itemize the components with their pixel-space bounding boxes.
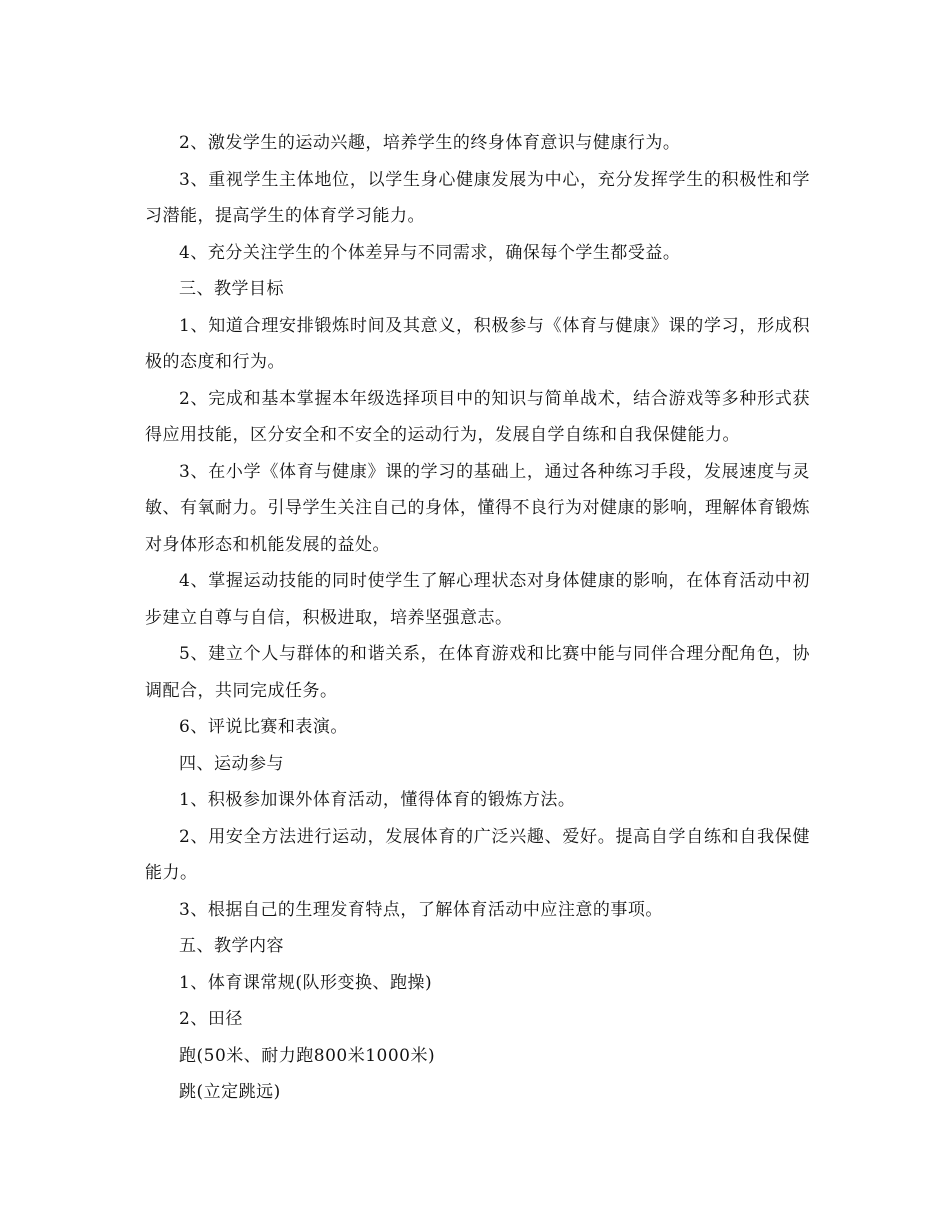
section-heading-teaching-objectives: 三、教学目标 bbox=[179, 279, 284, 299]
section-heading-teaching-content: 五、教学内容 bbox=[179, 936, 284, 956]
document-body bbox=[145, 125, 810, 1111]
paragraph-objective-1: 1、知道合理安排锻炼时间及其意义，积极参与《体育与健康》课的学习，形成积极的态度和行为。 bbox=[145, 315, 810, 372]
paragraph-objective-5: 5、建立个人与群体的和谐关系，在体育游戏和比赛中能与同伴合理分配角色，协调配合，共同完成任务。 bbox=[145, 644, 810, 701]
paragraph-participation-2: 2、用安全方法进行运动，发展体育的广泛兴趣、爱好。提高自学自练和自我保健能力。 bbox=[145, 826, 810, 883]
paragraph-objective-6: 6、评说比赛和表演。 bbox=[179, 717, 348, 737]
paragraph-content-2: 2、田径 bbox=[179, 1009, 243, 1029]
paragraph-content-jumping: 跳(立定跳远) bbox=[179, 1082, 281, 1102]
paragraph-content-1: 1、体育课常规(队形变换、跑操) bbox=[179, 972, 433, 993]
section-heading-sports-participation: 四、运动参与 bbox=[179, 753, 284, 774]
paragraph-goal-2: 2、激发学生的运动兴趣，培养学生的终身体育意识与健康行为。 bbox=[179, 133, 681, 153]
paragraph-goal-4: 4、充分关注学生的个体差异与不同需求，确保每个学生都受益。 bbox=[179, 242, 681, 263]
paragraph-content-running: 跑(50米、耐力跑800米1000米) bbox=[179, 1045, 436, 1066]
paragraph-objective-2: 2、完成和基本掌握本年级选择项目中的知识与简单战术，结合游戏等多种形式获得应用技能，区分安全和不安全的运动行为，发展自学自练和自我保健能力。 bbox=[145, 388, 810, 445]
paragraph-participation-1: 1、积极参加课外体育活动，懂得体育的锻炼方法。 bbox=[179, 790, 576, 810]
paragraph-participation-3: 3、根据自己的生理发育特点，了解体育活动中应注意的事项。 bbox=[179, 899, 663, 920]
paragraph-goal-3: 3、重视学生主体地位，以学生身心健康发展为中心，充分发挥学生的积极性和学习潜能，提高学生的体育学习能力。 bbox=[145, 169, 810, 226]
paragraph-objective-4: 4、掌握运动技能的同时使学生了解心理状态对身体健康的影响，在体育活动中初步建立自尊与自信，积极进取，培养坚强意志。 bbox=[145, 571, 810, 628]
paragraph-objective-3: 3、在小学《体育与健康》课的学习的基础上，通过各种练习手段，发展速度与灵敏、有氧耐力。引导学生关注自己的身体，懂得不良行为对健康的影响，理解体育锻炼对身体形态和机能发展的益处。 bbox=[145, 461, 810, 555]
